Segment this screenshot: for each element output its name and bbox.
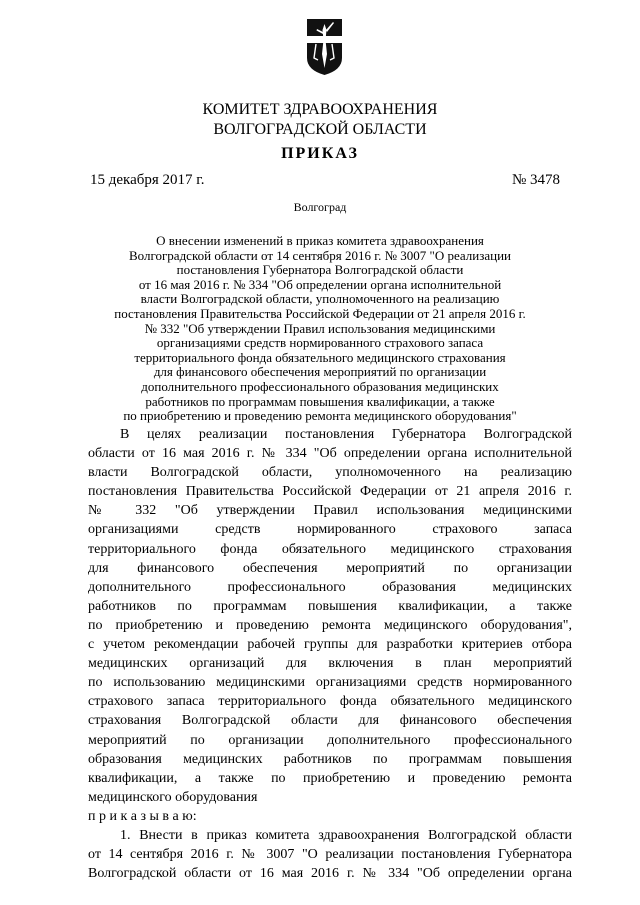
- body-line: страхового запаса территориального фонда обязательного медицинского: [88, 694, 572, 710]
- subject-line: работников по программам повышения квалификации, а также: [145, 393, 495, 409]
- subject-line: от 16 мая 2016 г. № 334 "Об определении органа исполнительной: [138, 276, 502, 292]
- volgograd-coat-of-arms-icon: [306, 18, 343, 76]
- body-line: медицинских организаций для включения в план мероприятий: [88, 656, 572, 672]
- subject-line: власти Волгоградской области, уполномоченного на реализацию: [140, 291, 500, 307]
- body-line: работников по программам повышения квалификации, а также: [88, 598, 572, 614]
- body-line: В целях реализации постановления Губернатора Волгоградской: [120, 427, 572, 442]
- body-line: от 14 сентября 2016 г. № 3007 "О реализации постановления Губернатора: [88, 847, 572, 863]
- document-subject: [80, 234, 560, 424]
- document-city: Волгоград: [293, 200, 347, 214]
- subject-line: организациями средств нормированного страхового запаса: [156, 335, 484, 351]
- document-type: ПРИКАЗ: [281, 145, 359, 162]
- document-number: № 3478: [511, 172, 560, 188]
- body-line: с учетом рекомендации рабочей группы для разработки критериев отбора: [88, 637, 572, 653]
- body-line: 1. Внести в приказ комитета здравоохранения Волгоградской области: [120, 827, 572, 843]
- subject-line: дополнительного профессионального образования медицинских: [141, 378, 499, 394]
- subject-line: территориального фонда обязательного медицинского страхования: [134, 349, 506, 365]
- body-line: дополнительного профессионального образования медицинских: [88, 579, 572, 595]
- subject-line: по приобретению и проведению ремонта медицинского оборудования": [123, 408, 517, 424]
- body-line: медицинского оборудования: [88, 789, 258, 805]
- body-line: образования медицинских работников по программам повышения: [88, 751, 572, 767]
- body-line: мероприятий по организации дополнительного профессионального: [88, 732, 572, 748]
- subject-line: постановления Губернатора Волгоградской области: [176, 262, 464, 278]
- body-line: для финансового обеспечения мероприятий по организации: [88, 560, 572, 576]
- body-line: области от 16 мая 2016 г. № 334 "Об определении органа исполнительной: [88, 446, 572, 462]
- document-date: 15 декабря 2017 г.: [90, 172, 205, 188]
- subject-line: № 332 "Об утверждении Правил использования медицинскими: [144, 320, 496, 336]
- order-keyword: п р и к а з ы в а ю:: [88, 808, 197, 824]
- body-line: постановления Правительства Российской Федерации от 21 апреля 2016 г.: [88, 484, 572, 500]
- org-line: ВОЛГОГРАДСКОЙ ОБЛАСТИ: [213, 121, 427, 138]
- body-line: № 332 "Об утверждении Правил использования медицинскими: [88, 503, 572, 519]
- body-line: по приобретению и проведению ремонта медицинского оборудования",: [88, 617, 572, 633]
- subject-line: для финансового обеспечения мероприятий по организации: [153, 364, 487, 380]
- body-line: территориального фонда обязательного медицинского страхования: [88, 541, 572, 557]
- body-line: квалификации, а также по приобретению и проведению ремонта: [88, 770, 572, 786]
- organization-name: [0, 100, 640, 140]
- document-body: [88, 425, 572, 883]
- body-line: по использованию медицинскими организациями средств нормированного: [88, 675, 572, 691]
- body-line: власти Волгоградской области, уполномоченного на реализацию: [88, 465, 572, 481]
- body-line: Волгоградской области от 16 мая 2016 г. № 334 "Об определении органа: [88, 866, 572, 882]
- body-line: организациями средств нормированного страхового запаса: [88, 522, 572, 538]
- subject-line: Волгоградской области от 14 сентября 2016 г. № 3007 "О реализации: [128, 247, 512, 263]
- body-line: страхования Волгоградской области для финансового обеспечения: [88, 713, 572, 729]
- subject-line: О внесении изменений в приказ комитета здравоохранения: [156, 233, 484, 248]
- subject-line: постановления Правительства Российской Федерации от 21 апреля 2016 г.: [114, 305, 526, 321]
- org-line: КОМИТЕТ ЗДРАВООХРАНЕНИЯ: [202, 101, 438, 118]
